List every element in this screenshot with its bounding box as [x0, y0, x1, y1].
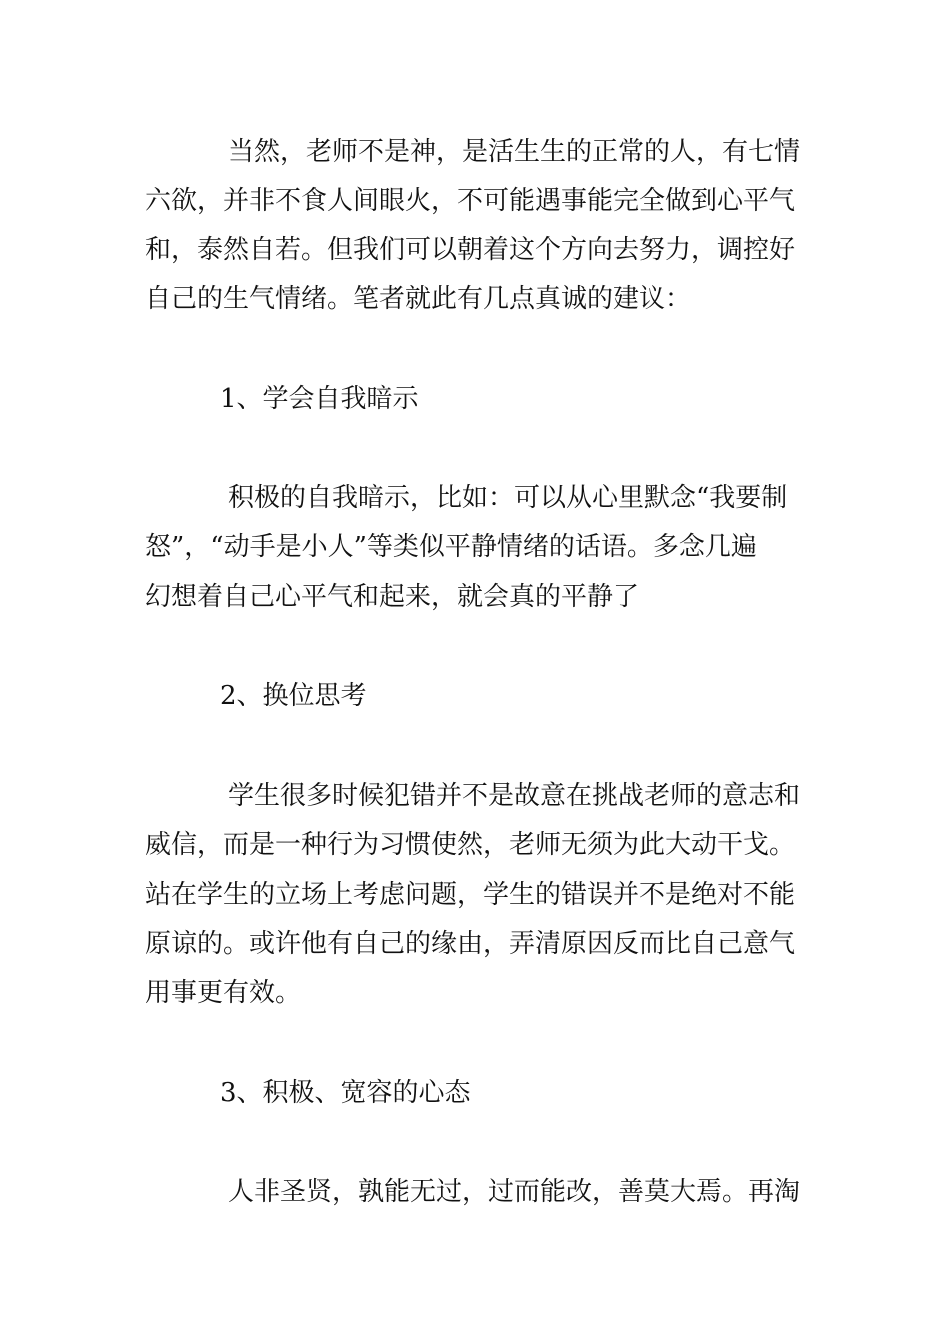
- paragraph-3-line-1: 学生很多时候犯错并不是故意在挑战老师的意志和: [228, 781, 801, 811]
- paragraph-3-line-4: 原谅的。或许他有自己的缘由，弄清原因反而比自己意气: [145, 929, 796, 959]
- paragraph-3-line-2: 威信，而是一种行为习惯使然，老师无须为此大动干戈。: [145, 830, 796, 860]
- paragraph-3-line-5: 用事更有效。: [145, 978, 302, 1008]
- section-heading-2: 2、换位思考: [220, 681, 367, 711]
- paragraph-2-line-1: 积极的自我暗示，比如：可以从心里默念“我要制: [228, 483, 788, 513]
- paragraph-2-line-2: 怒”，“动手是小人”等类似平静情绪的话语。多念几遍: [145, 532, 757, 562]
- section-heading-3: 3、积极、宽容的心态: [220, 1078, 471, 1108]
- paragraph-3-line-3: 站在学生的立场上考虑问题，学生的错误并不是绝对不能: [145, 880, 796, 910]
- paragraph-2-line-3: 幻想着自己心平气和起来，就会真的平静了: [145, 582, 640, 612]
- section-heading-1: 1、学会自我暗示: [220, 384, 419, 414]
- paragraph-1-line-2: 六欲，并非不食人间眼火，不可能遇事能完全做到心平气: [145, 186, 796, 216]
- paragraph-1-line-4: 自己的生气情绪。笔者就此有几点真诚的建议：: [145, 284, 692, 314]
- paragraph-4-line-1: 人非圣贤，孰能无过，过而能改，善莫大焉。再淘: [228, 1177, 801, 1207]
- paragraph-1-line-3: 和，泰然自若。但我们可以朝着这个方向去努力，调控好: [145, 235, 796, 265]
- paragraph-1-line-1: 当然，老师不是神，是活生生的正常的人，有七情: [228, 137, 801, 167]
